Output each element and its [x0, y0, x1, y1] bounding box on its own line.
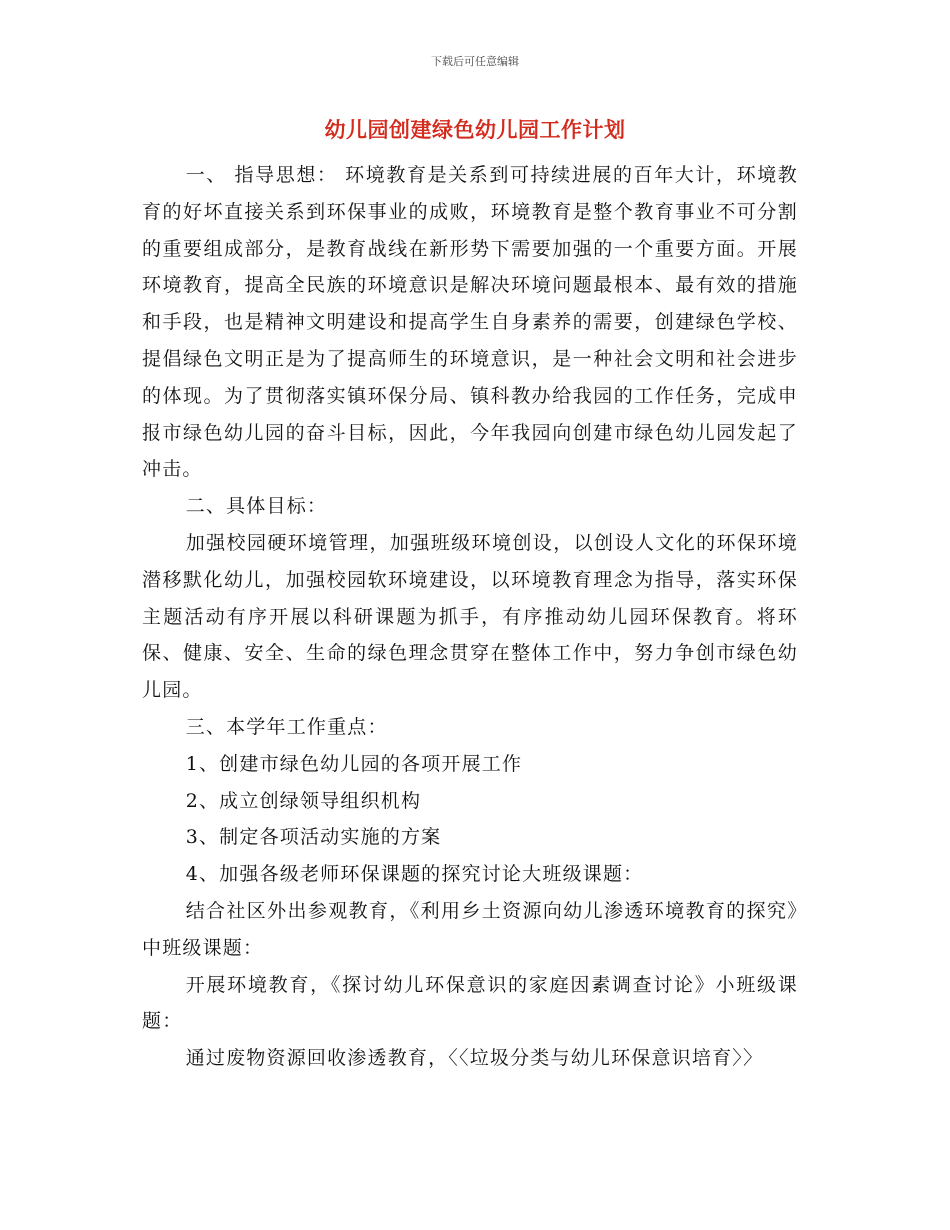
- paragraph-guiding-thought: 一、 指导思想： 环境教育是关系到可持续进展的百年大计，环境教育的好坏直接关系到环保事业的成败，环境教育是整个教育事业不可分割的重要组成部分，是教育战线在新形势下需要加强的一个重要方面。开展环境教育，提高全民族的环境意识是解决环境问题最根本、最有效的措施和手段，也是精神文明建设和提高学生自身素养的需要，创建绿色学校、提倡绿色文明正是为了提高师生的环境意识，是一种社会文明和社会进步的体现。为了贯彻落实镇环保分局、镇科教办给我园的工作任务，完成申报市绿色幼儿园的奋斗目标，因此，今年我园向创建市绿色幼儿园发起了冲击。: [142, 164, 798, 481]
- paragraph-middle-class-topic: 开展环境教育，《探讨幼儿环保意识的家庭因素调查讨论》小班级课题：: [142, 973, 798, 1033]
- list-item-1: 1、创建市绿色幼儿园的各项开展工作: [185, 752, 523, 775]
- paragraph-small-class-topic: 通过废物资源回收渗透教育，〈〈垃圾分类与幼儿环保意识培育〉〉: [185, 1047, 764, 1070]
- heading-work-focus: 三、本学年工作重点：: [185, 715, 388, 738]
- header-note: 下载后可任意编辑: [431, 55, 519, 68]
- list-item-2: 2、成立创绿领导组织机构: [185, 789, 422, 812]
- heading-specific-goals: 二、具体目标：: [185, 495, 328, 518]
- paragraph-specific-goals: 加强校园硬环境管理，加强班级环境创设，以创设人文化的环保环境潜移默化幼儿，加强校园软环境建设，以环境教育理念为指导，落实环保主题活动有序开展以科研课题为抓手，有序推动幼儿园环保教育。将环保、健康、安全、生命的绿色理念贯穿在整体工作中，努力争创市绿色幼儿园。: [142, 531, 798, 702]
- document-body: [142, 157, 798, 1077]
- document-title: 幼儿园创建绿色幼儿园工作计划: [324, 117, 626, 142]
- list-item-3: 3、制定各项活动实施的方案: [185, 826, 442, 849]
- list-item-4: 4、加强各级老师环保课题的探究讨论大班级课题：: [185, 863, 644, 886]
- paragraph-large-class-topic: 结合社区外出参观教育，《利用乡土资源向幼儿渗透环境教育的探究》中班级课题：: [142, 899, 798, 959]
